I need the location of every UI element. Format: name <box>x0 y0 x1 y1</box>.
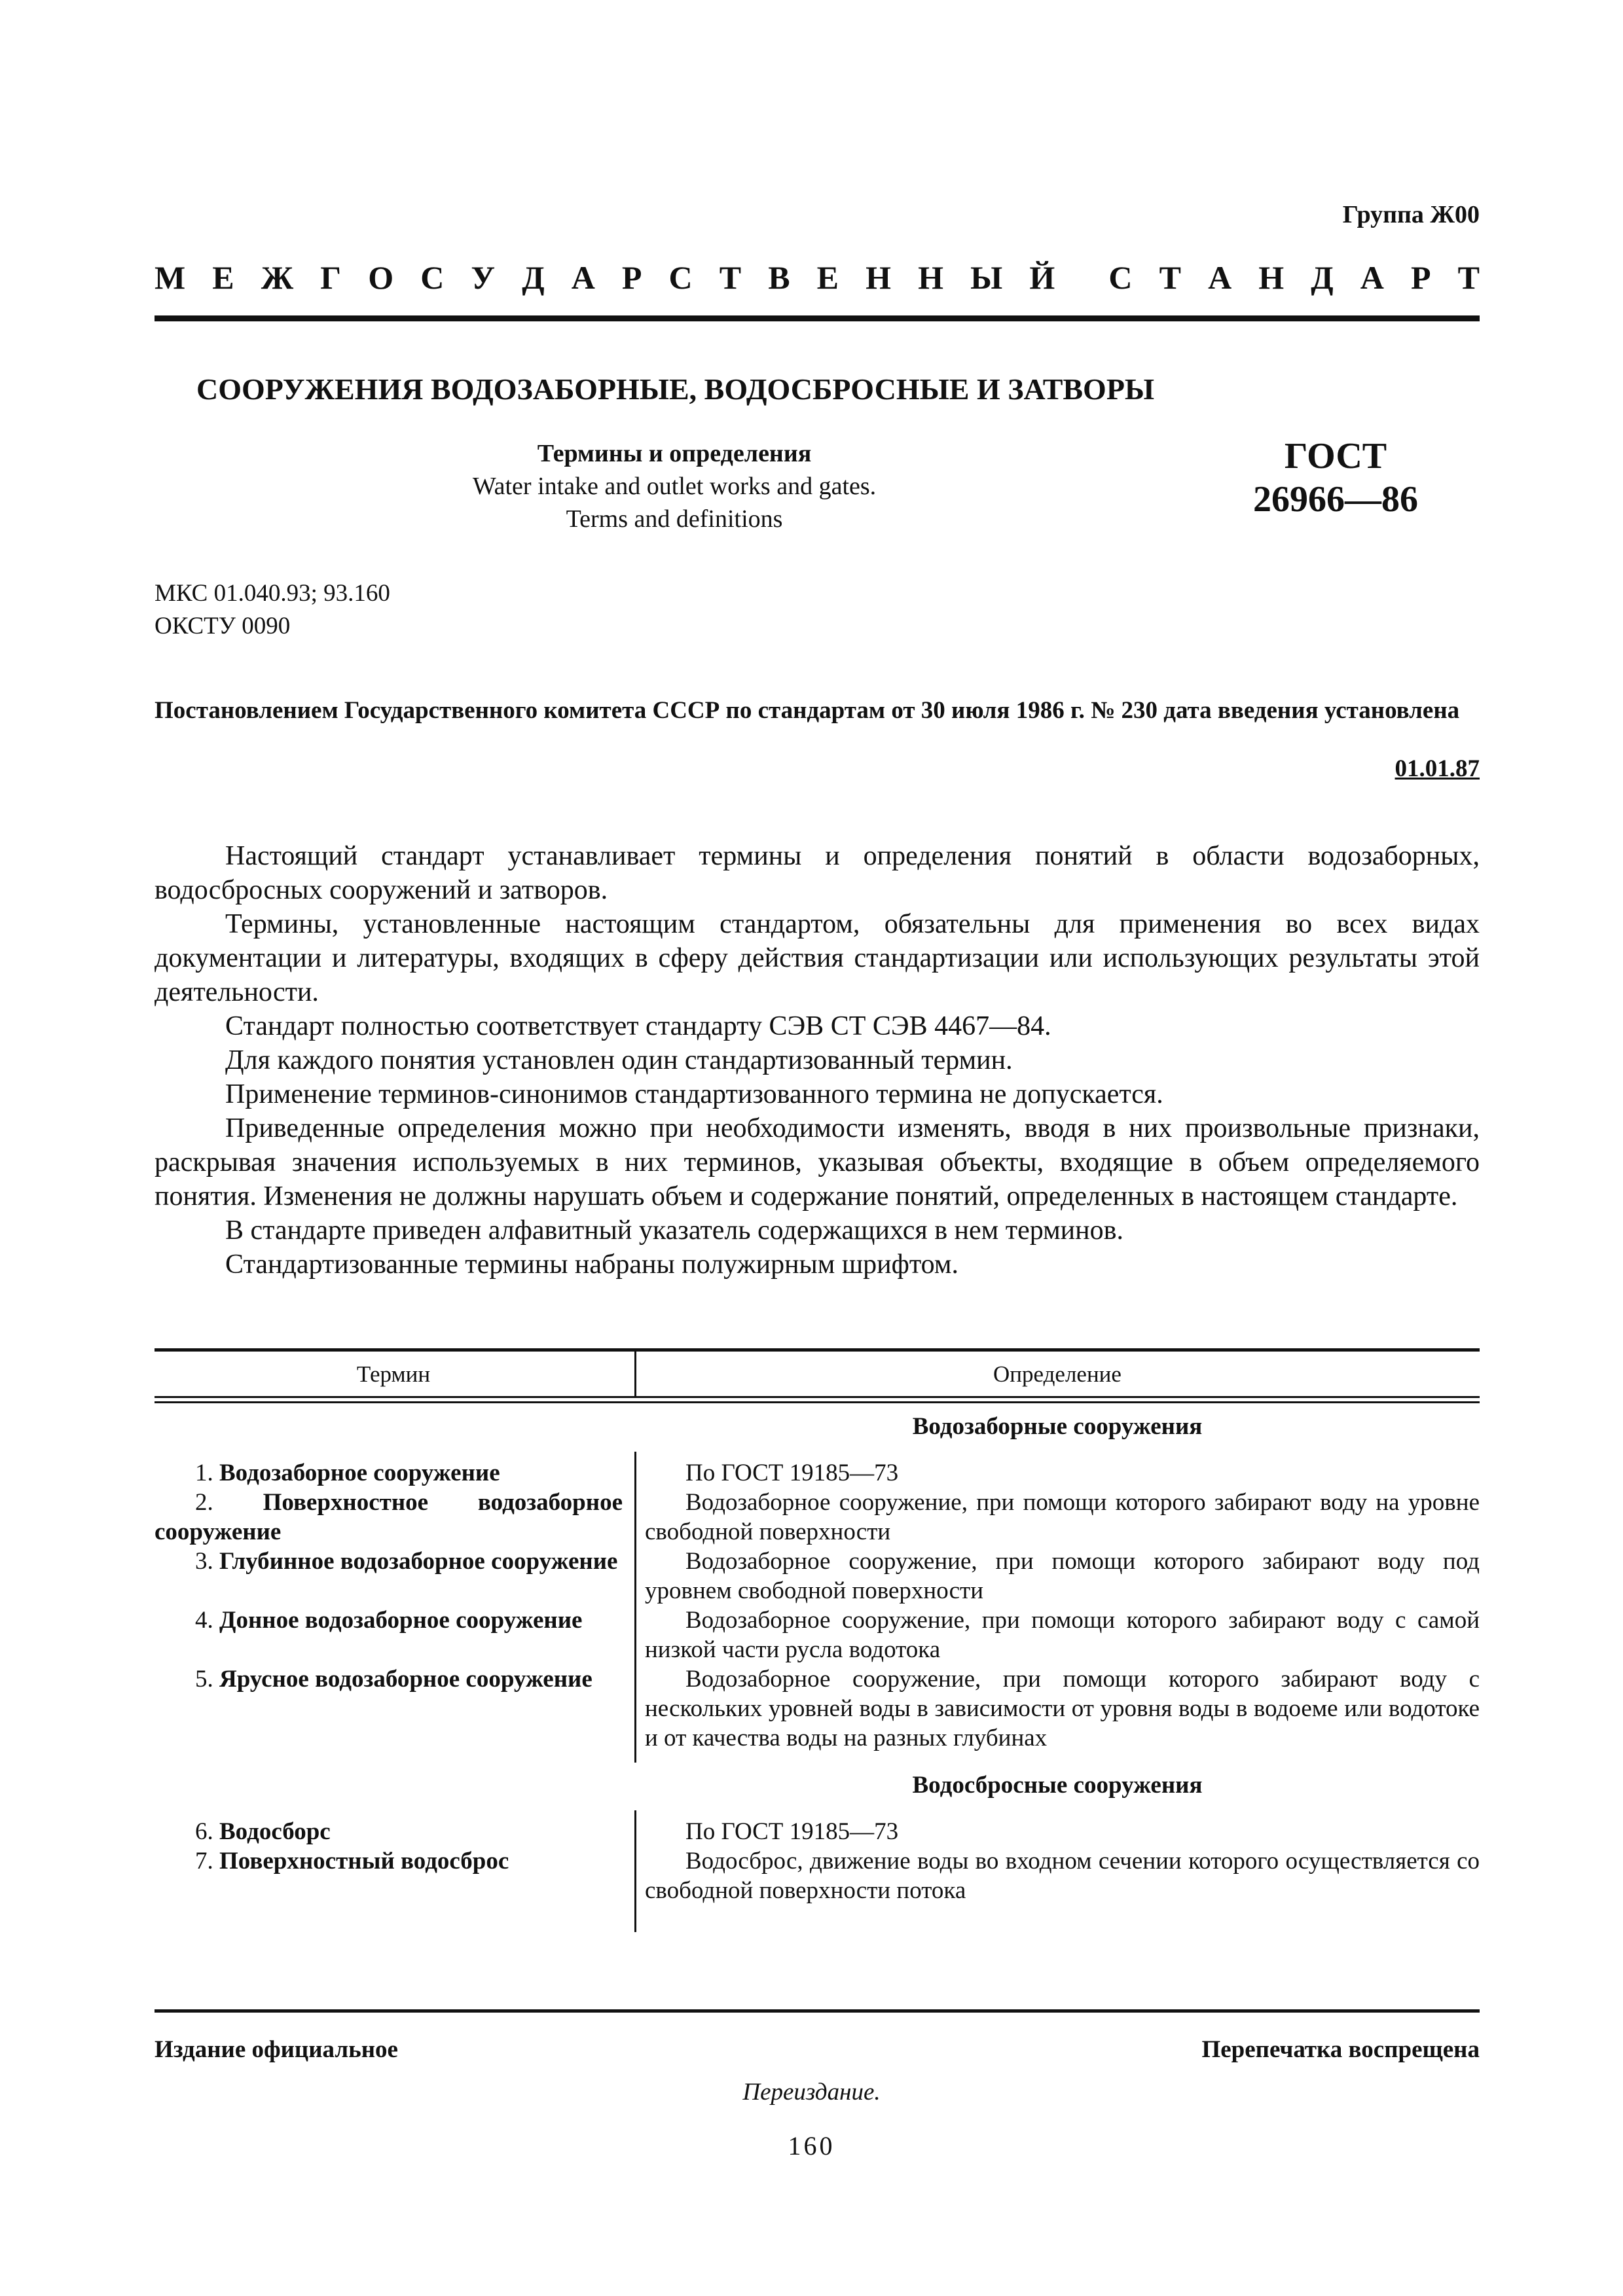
header-rule <box>155 1396 1480 1398</box>
banner-letter: Н <box>918 259 944 296</box>
intro-paragraph: В стандарте приведен алфавитный указатель содержащихся в нем терминов. <box>225 1215 1123 1246</box>
banner-letter: С <box>420 259 445 296</box>
banner-letter: А <box>571 259 595 296</box>
gost-label: ГОСТ <box>1284 436 1387 476</box>
banner-letter: Т <box>1457 259 1480 296</box>
banner-letter: Ы <box>970 259 1003 296</box>
decree-text: Постановлением Государственного комитета СССР по стандартам от 30 июля 1986 г. № 230 дата введения установлена <box>155 697 1460 724</box>
term-name: Поверхностный водосброс <box>219 1848 509 1874</box>
term-row <box>155 1846 623 1876</box>
term-row <box>155 1547 623 1576</box>
banner-letter: У <box>471 259 496 296</box>
term-definition: По ГОСТ 19185—73 <box>685 1818 899 1845</box>
banner-letter: Н <box>866 259 892 296</box>
banner-letter: Т <box>719 259 742 296</box>
section-heading: Водосбросные сооружения <box>912 1772 1203 1799</box>
banner-letter: Е <box>212 259 234 296</box>
term-name: Глубинное водозаборное сооружение <box>219 1548 618 1575</box>
gost-number <box>1231 435 1440 521</box>
okstu-code: ОКСТУ 0090 <box>155 613 291 639</box>
introduction-date: 01.01.87 <box>1395 755 1480 782</box>
term-definition: Водосброс, движение воды во входном сечении которого осуществляется со свободной поверхности потока <box>645 1848 1480 1904</box>
header-column-separator <box>634 1352 636 1396</box>
intro-paragraph: Применение терминов-синонимов стандартизованного термина не допускается. <box>225 1079 1163 1109</box>
term-number: 6. <box>195 1818 213 1845</box>
banner-letter: А <box>1208 259 1232 296</box>
term-number: 2. <box>195 1489 213 1516</box>
standard-banner <box>155 259 1480 296</box>
term-row <box>155 1458 623 1488</box>
term-row <box>155 1817 623 1846</box>
reprint-prohibited-label: Перепечатка воспрещена <box>1201 2036 1480 2063</box>
banner-letter: Р <box>621 259 642 296</box>
term-definition: Водозаборное сооружение, при помощи которого забирают воду на уровне свободной поверхности <box>645 1489 1480 1545</box>
subtitle-en-line1: Water intake and outlet works and gates. <box>472 473 877 500</box>
banner-letter: А <box>1360 259 1384 296</box>
banner-letter: В <box>768 259 790 296</box>
banner-letter: М <box>155 259 186 296</box>
term-number: 3. <box>195 1548 213 1575</box>
column-separator <box>634 1810 636 1932</box>
banner-letter: О <box>368 259 394 296</box>
official-edition-label: Издание официальное <box>155 2036 398 2063</box>
document-title: СООРУЖЕНИЯ ВОДОЗАБОРНЫЕ, ВОДОСБРОСНЫЕ И ЗАТВОРЫ <box>196 372 1155 406</box>
intro-paragraph: Настоящий стандарт устанавливает термины и определения понятий в области водозаборных, водосбросных сооружений и затворов. <box>155 841 1480 905</box>
banner-letter: Г <box>320 259 342 296</box>
banner-letter: Ж <box>261 259 294 296</box>
term-name: Водосборс <box>219 1818 331 1845</box>
intro-paragraph: Термины, установленные настоящим стандартом, обязательны для применения во всех видах документации и литературы, входящих в сферу действия стандартизации или использующих результаты этой деятельности. <box>155 909 1480 1007</box>
term-definition: Водозаборное сооружение, при помощи которого забирают воду под уровнем свободной поверхности <box>645 1548 1480 1604</box>
column-header-definition: Определение <box>993 1361 1122 1387</box>
term-row <box>155 1488 623 1547</box>
term-name: Ярусное водозаборное сооружение <box>219 1666 593 1693</box>
header-rule <box>155 1401 1480 1403</box>
term-definition: По ГОСТ 19185—73 <box>685 1460 899 1486</box>
intro-paragraph: Приведенные определения можно при необходимости изменять, вводя в них произвольные признаки, раскрывая значения используемых в них терминов, указывая объекты, входящие в объем определяемого понятия. Изменения не должны нарушать объем и содержание понятий, определенных в настоящем стандарте. <box>155 1113 1480 1211</box>
banner-letter: Д <box>522 259 545 296</box>
banner-letter: Р <box>1410 259 1431 296</box>
banner-letter: Н <box>1258 259 1285 296</box>
subtitle-block <box>340 437 1008 535</box>
classification-codes <box>155 577 390 643</box>
intro-paragraph: Стандарт полностью соответствует стандарту СЭВ СТ СЭВ 4467—84. <box>225 1011 1051 1041</box>
subtitle-ru: Термины и определения <box>537 440 812 467</box>
banner-letter: Й <box>1029 259 1055 296</box>
term-name: Поверхностное водозаборное сооружение <box>155 1489 623 1545</box>
banner-letter: С <box>1108 259 1133 296</box>
banner-rule <box>155 315 1480 321</box>
term-number: 5. <box>195 1666 213 1693</box>
page-number: 160 <box>788 2131 835 2161</box>
footer-rule <box>155 2009 1480 2013</box>
term-name: Водозаборное сооружение <box>219 1460 500 1486</box>
table-top-rule <box>155 1348 1480 1352</box>
term-number: 1. <box>195 1460 213 1486</box>
intro-paragraph: Стандартизованные термины набраны полужирным шрифтом. <box>225 1249 958 1280</box>
reissue-note: Переиздание. <box>742 2079 881 2106</box>
banner-letter: Т <box>1159 259 1181 296</box>
mks-code: МКС 01.040.93; 93.160 <box>155 580 390 607</box>
intro-text <box>155 839 1480 1282</box>
subtitle-en-line2: Terms and definitions <box>566 505 783 533</box>
banner-letter: Е <box>816 259 839 296</box>
banner-letter: Д <box>1311 259 1334 296</box>
term-number: 4. <box>195 1607 213 1634</box>
term-definition: Водозаборное сооружение, при помощи которого забирают воду с нескольких уровней воды в зависимости от уровня воды в водоеме или водотоке и от качества воды на разных глубинах <box>645 1666 1480 1751</box>
term-definition: Водозаборное сооружение, при помощи которого забирают воду с самой низкой части русла водотока <box>645 1607 1480 1663</box>
column-header-term: Термин <box>356 1361 431 1387</box>
column-separator <box>634 1452 636 1763</box>
term-number: 7. <box>195 1848 213 1874</box>
section-heading: Водозаборные сооружения <box>912 1413 1203 1440</box>
term-row <box>155 1664 623 1694</box>
banner-letter: С <box>668 259 693 296</box>
gost-code: 26966—86 <box>1253 479 1418 520</box>
term-row <box>155 1605 623 1635</box>
group-code: Группа Ж00 <box>1342 201 1480 228</box>
term-name: Донное водозаборное сооружение <box>219 1607 583 1634</box>
intro-paragraph: Для каждого понятия установлен один стандартизованный термин. <box>225 1045 1013 1075</box>
